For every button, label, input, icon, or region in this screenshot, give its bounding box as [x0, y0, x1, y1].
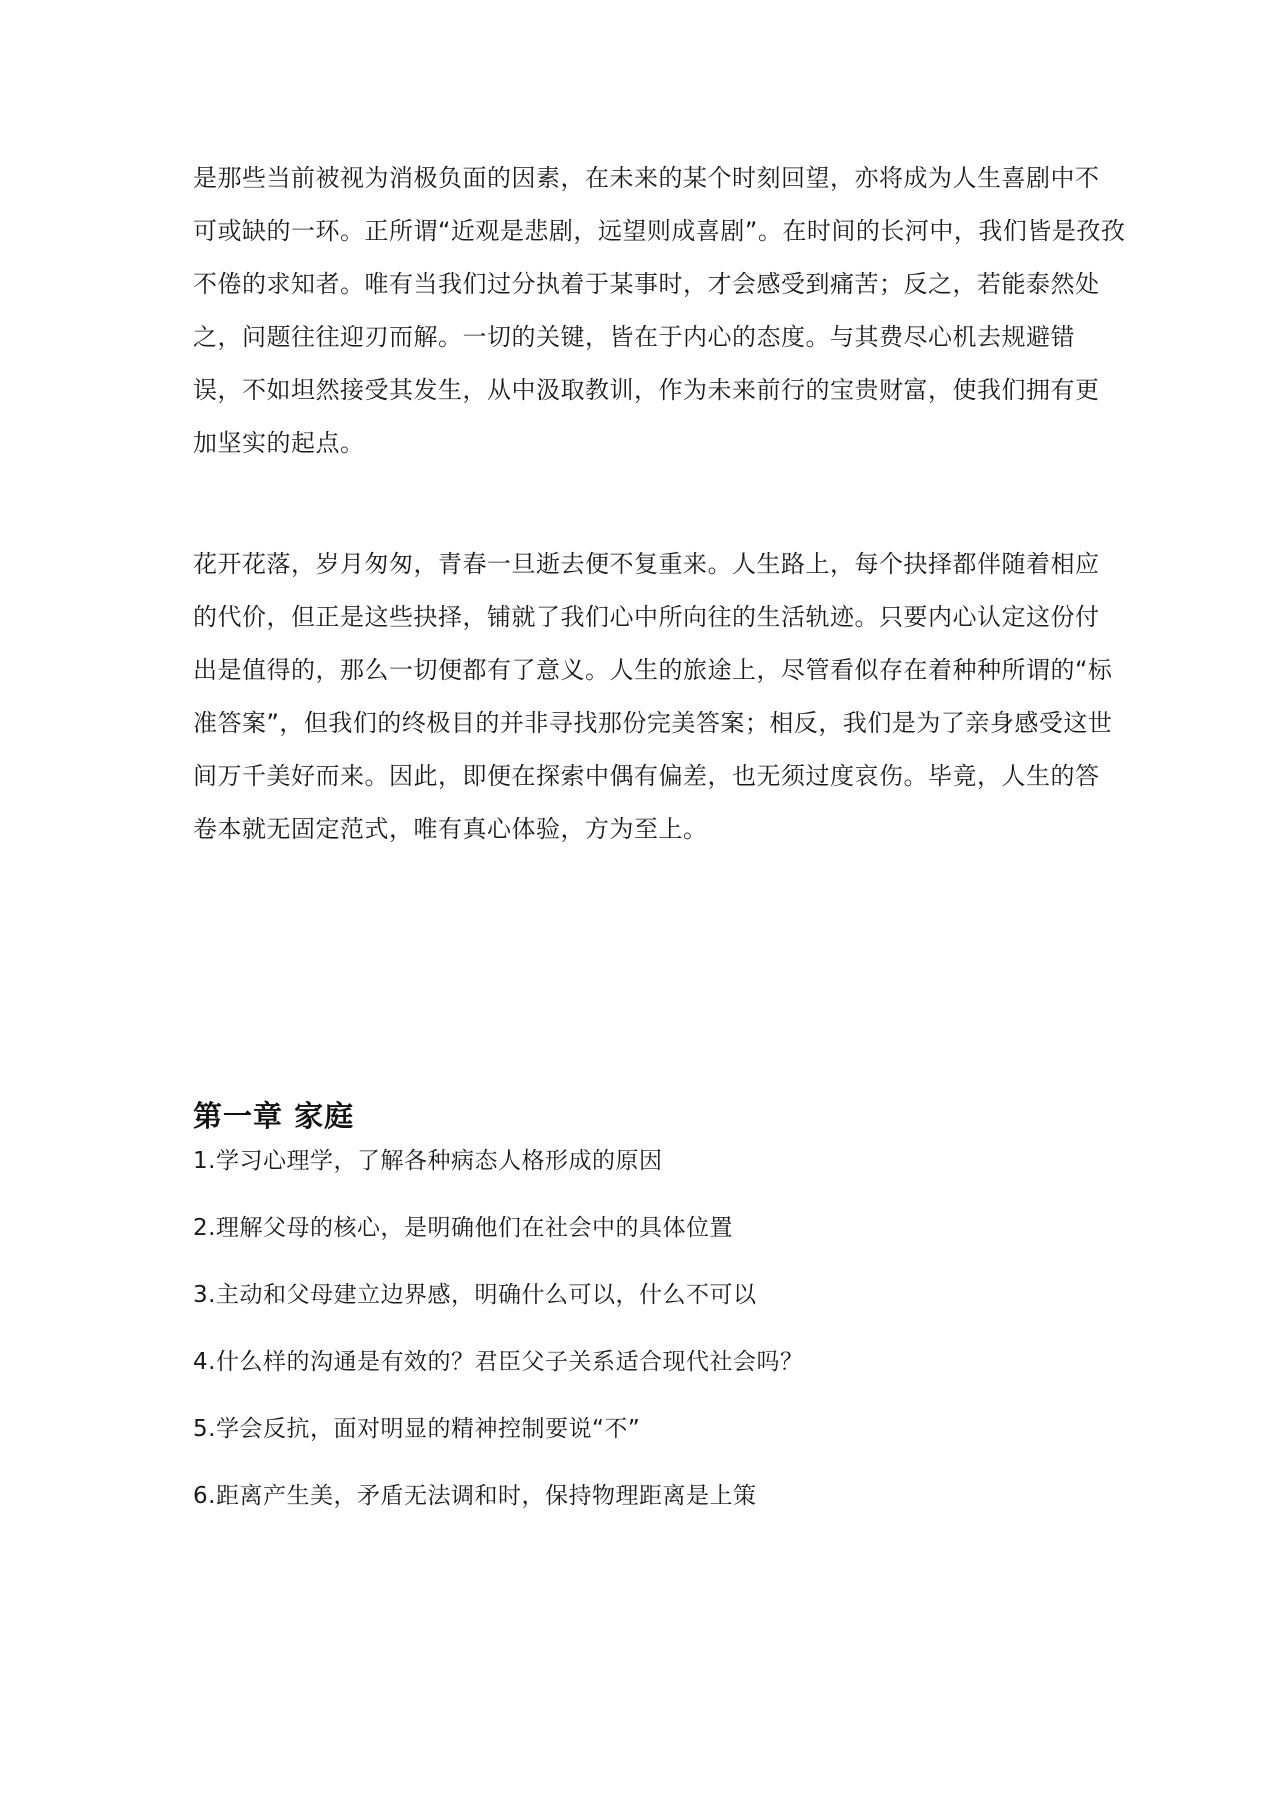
paragraph-line: 可或缺的一环。正所谓“近观是悲剧，远望则成喜剧”。在时间的长河中，我们皆是孜孜 — [193, 217, 1126, 245]
paragraph-line: 间万千美好而来。因此，即便在探索中偶有偏差，也无须过度哀伤。毕竟，人生的答 — [193, 762, 1100, 790]
paragraph-line: 出是值得的，那么一切便都有了意义。人生的旅途上，尽管看似存在着种种所谓的“标 — [193, 656, 1113, 684]
paragraph-2 — [193, 538, 1113, 856]
list-item: 1.学习心理学，了解各种病态人格形成的原因 — [193, 1148, 663, 1174]
paragraph-line: 花开花落，岁月匆匆，青春一旦逝去便不复重来。人生路上，每个抉择都伴随着相应 — [193, 550, 1100, 578]
paragraph-line: 误，不如坦然接受其发生，从中汲取教训，作为未来前行的宝贵财富，使我们拥有更 — [193, 376, 1100, 404]
paragraph-line: 准答案”，但我们的终极目的并非寻找那份完美答案；相反，我们是为了亲身感受这世 — [193, 709, 1113, 737]
list-item: 2.理解父母的核心，是明确他们在社会中的具体位置 — [193, 1215, 733, 1241]
paragraph-1 — [193, 152, 1126, 470]
paragraph-line: 之，问题往往迎刃而解。一切的关键，皆在于内心的态度。与其费尽心机去规避错 — [193, 323, 1075, 351]
paragraph-line: 卷本就无固定范式，唯有真心体验，方为至上。 — [193, 815, 708, 843]
list-item: 3.主动和父母建立边界感，明确什么可以，什么不可以 — [193, 1282, 757, 1308]
list-item: 6.距离产生美，矛盾无法调和时，保持物理距离是上策 — [193, 1483, 757, 1509]
list-item: 4.什么样的沟通是有效的？君臣父子关系适合现代社会吗？ — [193, 1349, 804, 1375]
chapter-point-list — [193, 1146, 1093, 1548]
paragraph-line: 加坚实的起点。 — [193, 429, 365, 457]
paragraph-line: 不倦的求知者。唯有当我们过分执着于某事时，才会感受到痛苦；反之，若能泰然处 — [193, 270, 1100, 298]
paragraph-line: 的代价，但正是这些抉择，铺就了我们心中所向往的生活轨迹。只要内心认定这份付 — [193, 603, 1100, 631]
chapter-title: 第一章 家庭 — [193, 1099, 355, 1134]
list-item: 5.学会反抗，面对明显的精神控制要说“不” — [193, 1416, 641, 1442]
paragraph-line: 是那些当前被视为消极负面的因素，在未来的某个时刻回望，亦将成为人生喜剧中不 — [193, 164, 1100, 192]
